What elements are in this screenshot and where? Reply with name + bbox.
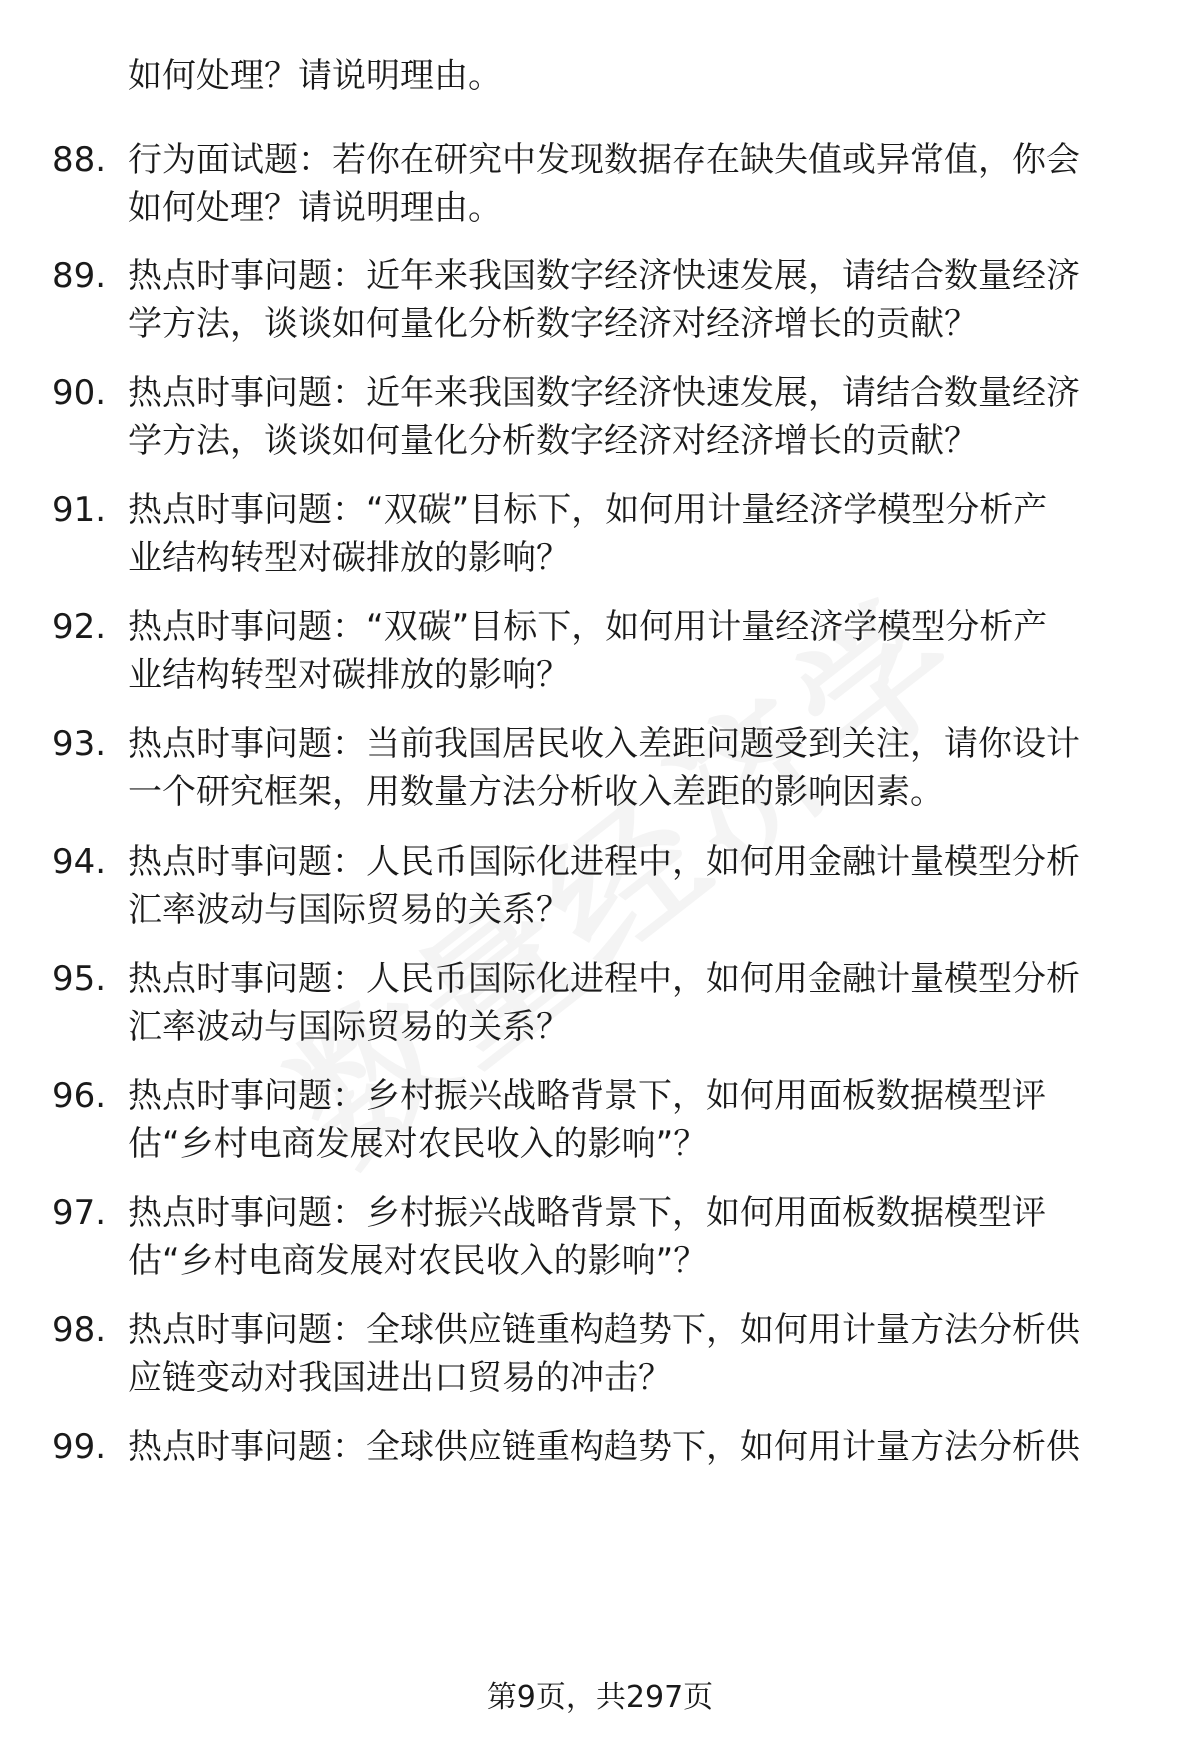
question-line-1: 热点时事问题：近年来我国数字经济快速发展，请结合数量经济 [128,256,1080,296]
question-line-2: 应链变动对我国进出口贸易的冲击？ [128,1358,672,1398]
question-text [128,955,1138,1051]
question-text [128,136,1138,232]
question-line-2: 学方法，谈谈如何量化分析数字经济对经济增长的贡献？ [128,304,978,344]
question-number: 95. [52,959,107,999]
question-line-1: 热点时事问题：乡村振兴战略背景下，如何用面板数据模型评 [128,1076,1046,1116]
question-line-1: 行为面试题：若你在研究中发现数据存在缺失值或异常值，你会 [128,140,1080,180]
question-text [128,1423,1138,1471]
question-line-2: 估“乡村电商发展对农民收入的影响”？ [128,1241,708,1281]
question-text [128,486,1138,582]
question-text [128,369,1138,465]
question-line-1: 热点时事问题：“双碳”目标下，如何用计量经济学模型分析产 [128,490,1048,530]
question-number: 88. [52,140,107,180]
continuation-text: 如何处理？请说明理由。 [128,56,502,96]
question-number: 90. [52,373,107,413]
question-number: 91. [52,490,107,530]
question-number: 98. [52,1310,107,1350]
question-line-1: 热点时事问题：人民币国际化进程中，如何用金融计量模型分析 [128,959,1080,999]
question-line-1: 热点时事问题：乡村振兴战略背景下，如何用面板数据模型评 [128,1193,1046,1233]
question-line-2: 如何处理？请说明理由。 [128,188,502,228]
question-line-1: 热点时事问题：全球供应链重构趋势下，如何用计量方法分析供 [128,1310,1080,1350]
question-line-1: 热点时事问题：当前我国居民收入差距问题受到关注，请你设计 [128,724,1080,764]
question-line-2: 业结构转型对碳排放的影响？ [128,538,570,578]
question-text [128,838,1138,934]
question-line-2: 汇率波动与国际贸易的关系？ [128,890,570,930]
page-footer: 第9页，共297页 [486,1680,714,1715]
question-text [128,1189,1138,1285]
question-text [128,1072,1138,1168]
question-number: 97. [52,1193,107,1233]
question-text [128,720,1138,816]
question-text [128,1306,1138,1402]
question-line-2: 估“乡村电商发展对农民收入的影响”？ [128,1124,708,1164]
question-number: 92. [52,607,107,647]
question-number: 96. [52,1076,107,1116]
question-line-2: 学方法，谈谈如何量化分析数字经济对经济增长的贡献？ [128,421,978,461]
question-text [128,603,1138,699]
question-line-1: 热点时事问题：人民币国际化进程中，如何用金融计量模型分析 [128,842,1080,882]
question-line-2: 一个研究框架，用数量方法分析收入差距的影响因素。 [128,772,944,812]
question-line-1: 热点时事问题：近年来我国数字经济快速发展，请结合数量经济 [128,373,1080,413]
question-line-1: 热点时事问题：“双碳”目标下，如何用计量经济学模型分析产 [128,607,1048,647]
question-number: 94. [52,842,107,882]
question-number: 89. [52,256,107,296]
question-line-2: 汇率波动与国际贸易的关系？ [128,1007,570,1047]
question-text [128,252,1138,348]
question-number: 93. [52,724,107,764]
question-line-2: 业结构转型对碳排放的影响？ [128,655,570,695]
question-number: 99. [52,1427,107,1467]
question-line-1: 热点时事问题：全球供应链重构趋势下，如何用计量方法分析供 [128,1427,1080,1467]
